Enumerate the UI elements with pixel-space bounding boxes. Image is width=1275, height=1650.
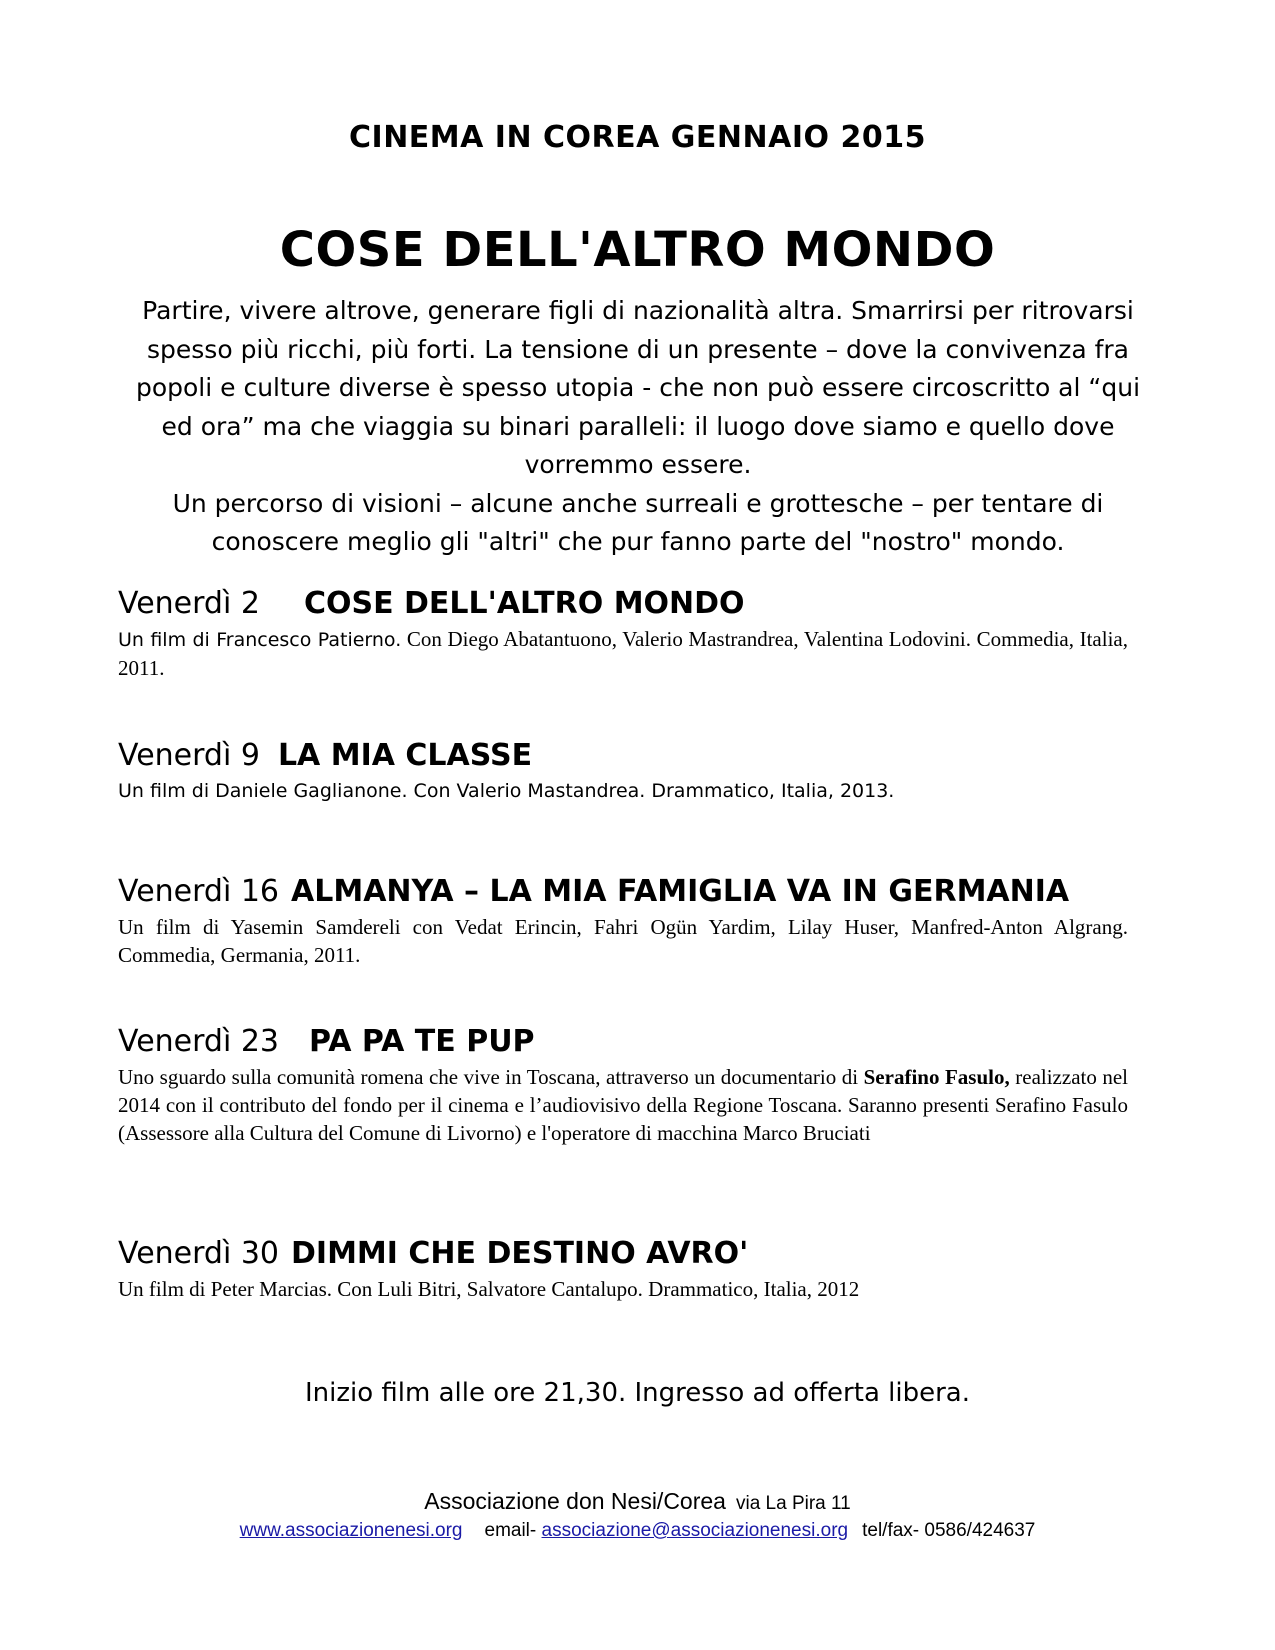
intro-text bbox=[118, 292, 1158, 562]
event-item-2 bbox=[118, 586, 1128, 682]
email-label: email- bbox=[484, 1520, 537, 1541]
event-title: LA MIA CLASSE bbox=[277, 738, 533, 773]
event-title: COSE DELL'ALTRO MONDO bbox=[303, 586, 745, 621]
intro-paragraph-2: Un percorso di visioni – alcune anche surreali e grottesche – per tentare di conoscere meglio gli "altri" che pur fanno parte del "nostro" mondo. bbox=[172, 488, 1104, 556]
event-description-part-b: realizzato nel 2014 con il contributo del fondo per il cinema e l’audiovisivo della Regione Toscana. Saranno presenti Serafino Fasulo (Assessore alla Cultura del Comune di Livorno) e l'operatore di macchina Marco Bruciati bbox=[118, 1065, 1129, 1145]
event-date: Venerdì 2 bbox=[118, 586, 260, 621]
event-title: DIMMI CHE DESTINO AVRO' bbox=[291, 1236, 749, 1271]
event-date: Venerdì 23 bbox=[118, 1024, 280, 1059]
event-heading bbox=[118, 874, 1128, 909]
event-description: Un film di Yasemin Samdereli con Vedat Erincin, Fahri Ogün Yardim, Lilay Huser, Manfred-Anton Algrang. Commedia, Germania, 2011. bbox=[118, 915, 1128, 967]
phone-number: tel/fax- 0586/424637 bbox=[862, 1520, 1036, 1541]
event-description-rest: Con Diego Abatantuono, Valerio Mastrandrea, Valentina Lodovini. Commedia, Italia, 2011. bbox=[118, 627, 1128, 680]
event-item-30 bbox=[118, 1236, 1128, 1303]
association-address: via La Pira 11 bbox=[735, 1493, 851, 1514]
event-description: Un film di Peter Marcias. Con Luli Bitri, Salvatore Cantalupo. Drammatico, Italia, 2012 bbox=[118, 1277, 860, 1301]
event-title: PA PA TE PUP bbox=[309, 1024, 535, 1059]
event-date: Venerdì 16 bbox=[118, 874, 280, 909]
intro-paragraph-1: Partire, vivere altrove, generare figli di nazionalità altra. Smarrirsi per ritrovarsi spesso più ricchi, più forti. La tensione di un presente – dove la convivenza fra popoli e culture diverse è spesso utopia - che non può essere circoscritto al “qui ed ora” ma che viaggia su binari paralleli: il luogo dove siamo e quello dove vorremmo essere. bbox=[135, 296, 1141, 479]
event-title: ALMANYA – LA MIA FAMIGLIA VA IN GERMANIA bbox=[291, 874, 1070, 909]
page-title: COSE DELL'ALTRO MONDO bbox=[279, 222, 996, 278]
website-link[interactable]: www.associazionenesi.org bbox=[239, 1520, 463, 1541]
event-description bbox=[118, 1063, 1128, 1147]
event-item-23 bbox=[118, 1024, 1128, 1147]
event-description: Un film di Daniele Gaglianone. Con Valerio Mastandrea. Drammatico, Italia, 2013. bbox=[118, 780, 895, 802]
event-date: Venerdì 30 bbox=[118, 1236, 280, 1271]
association-name: Associazione don Nesi/Corea bbox=[424, 1488, 726, 1514]
event-date: Venerdì 9 bbox=[118, 738, 260, 773]
event-description-director: Serafino Fasulo, bbox=[863, 1065, 1010, 1089]
event-heading bbox=[118, 1236, 1128, 1271]
event-item-9 bbox=[118, 738, 1128, 805]
association-line bbox=[0, 1488, 1275, 1515]
header-month: CINEMA IN COREA GENNAIO 2015 bbox=[349, 120, 926, 155]
event-heading bbox=[118, 1024, 1128, 1059]
event-description-part-a: Uno sguardo sulla comunità romena che vive in Toscana, attraverso un documentario di bbox=[118, 1065, 859, 1089]
event-description-lead: Un film di Francesco Patierno. bbox=[118, 629, 402, 651]
contacts-line bbox=[0, 1520, 1275, 1542]
event-item-16 bbox=[118, 874, 1128, 969]
showtime-note: Inizio film alle ore 21,30. Ingresso ad offerta libera. bbox=[305, 1378, 970, 1408]
event-description bbox=[118, 625, 1128, 682]
email-link[interactable]: associazione@associazionenesi.org bbox=[541, 1520, 849, 1541]
event-heading bbox=[118, 586, 1128, 621]
event-heading bbox=[118, 738, 1128, 773]
